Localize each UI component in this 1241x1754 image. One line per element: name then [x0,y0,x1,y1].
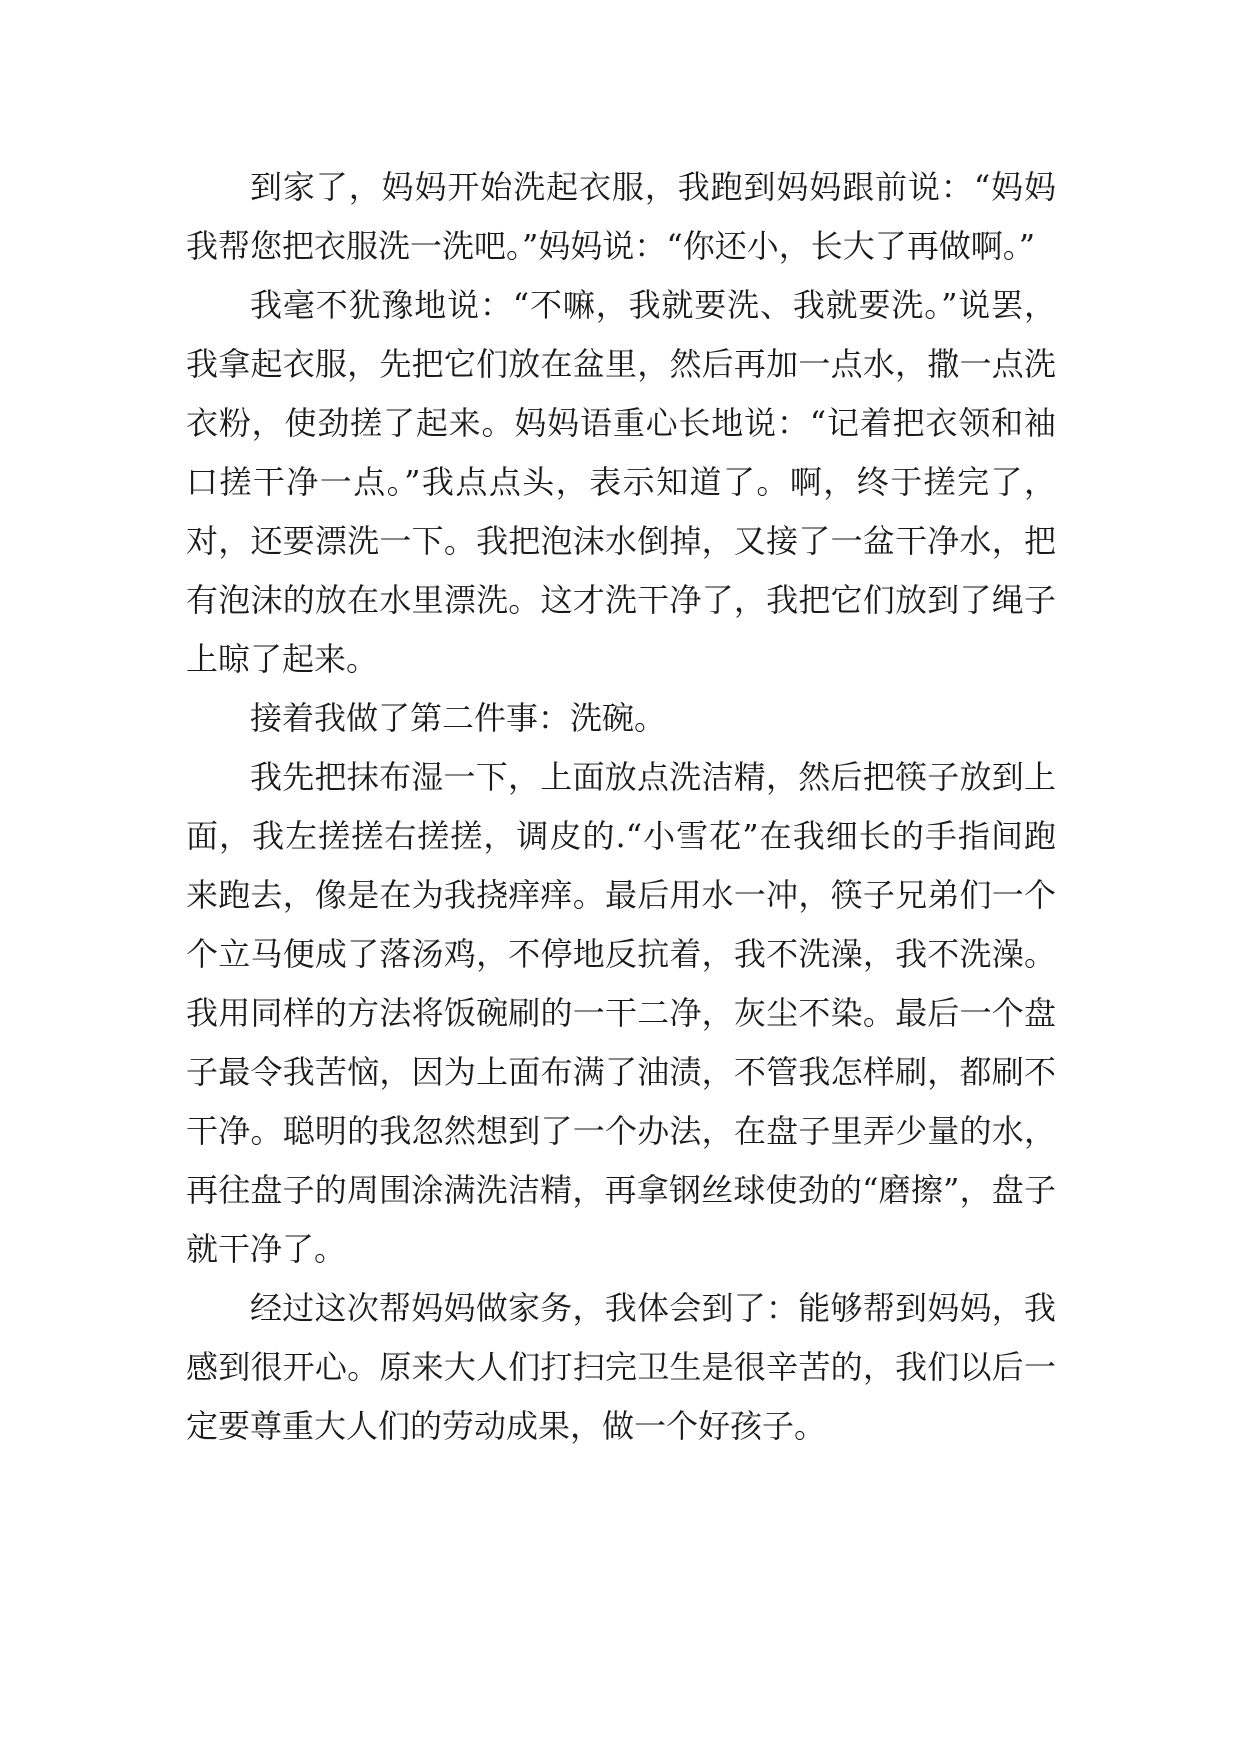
paragraph-3: 接着我做了第二件事：洗碗。 [250,699,667,737]
document-body [186,158,1056,1456]
paragraph-1: 到家了，妈妈开始洗起衣服，我跑到妈妈跟前说：“妈妈我帮您把衣服洗一洗吧。”妈妈说：“你还小，长大了再做啊。” [186,168,1056,265]
paragraph-5: 经过这次帮妈妈做家务，我体会到了：能够帮到妈妈，我感到很开心。原来大人们打扫完卫生是很辛苦的，我们以后一定要尊重大人们的劳动成果，做一个好孩子。 [186,1289,1056,1445]
paragraph-4: 我先把抹布湿一下，上面放点洗洁精，然后把筷子放到上面，我左搓搓右搓搓，调皮的.“小雪花”在我细长的手指间跑来跑去，像是在为我挠痒痒。最后用水一冲，筷子兄弟们一个个立马便成了落汤鸡，不停地反抗着，我不洗澡，我不洗澡。我用同样的方法将饭碗刷的一干二净，灰尘不染。最后一个盘子最令我苦恼，因为上面布满了油渍，不管我怎样刷，都刷不干净。聪明的我忽然想到了一个办法，在盘子里弄少量的水，再往盘子的周围涂满洗洁精，再拿钢丝球使劲的“磨擦”，盘子就干净了。 [186,758,1056,1268]
paragraph-2: 我毫不犹豫地说：“不嘛，我就要洗、我就要洗。”说罢，我拿起衣服，先把它们放在盆里，然后再加一点水，撒一点洗衣粉，使劲搓了起来。妈妈语重心长地说：“记着把衣领和袖口搓干净一点。”我点点头，表示知道了。啊，终于搓完了，对，还要漂洗一下。我把泡沫水倒掉，又接了一盆干净水，把有泡沫的放在水里漂洗。这才洗干净了，我把它们放到了绳子上晾了起来。 [186,286,1056,678]
